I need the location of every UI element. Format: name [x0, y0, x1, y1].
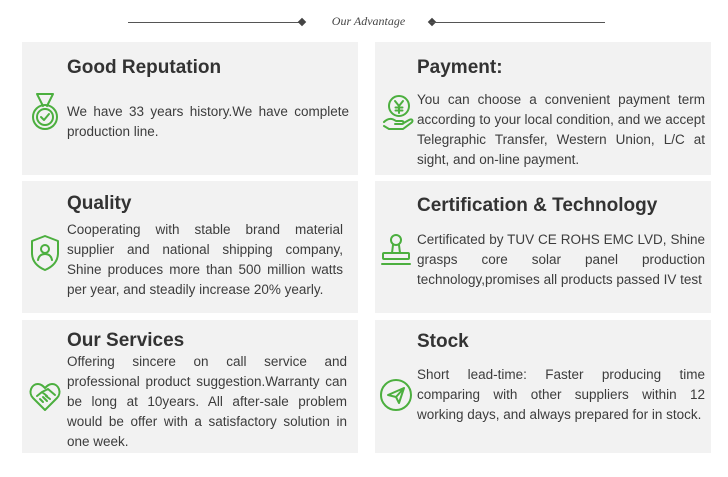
card-text: Short lead-time: Faster producing time comparing with other suppliers within 12 working days, and always prepared for in stock. — [417, 367, 705, 422]
advantage-card-reputation — [22, 42, 358, 175]
stamp-icon — [379, 231, 413, 271]
header-divider-left — [128, 22, 302, 23]
card-text: Cooperating with stable brand material supplier and national shipping company, Shine produces more than 500 million watts per year, and steadily increase 20% yearly. — [67, 222, 343, 297]
card-title: Quality — [67, 193, 132, 214]
card-title: Payment: — [417, 57, 503, 78]
advantage-card-quality — [22, 181, 358, 313]
card-title: Our Services — [67, 330, 185, 351]
advantage-card-payment — [375, 42, 711, 175]
card-text: Certificated by TUV CE ROHS EMC LVD, Shine grasps core solar panel production technology,promises all products passed IV test — [417, 232, 705, 287]
card-title: Stock — [417, 331, 469, 352]
advantage-card-stock — [375, 320, 711, 453]
advantage-card-certification — [375, 181, 711, 313]
medal-icon — [28, 92, 62, 132]
header-divider-right — [430, 22, 605, 23]
section-title: Our Advantage — [331, 14, 406, 28]
card-title: Good Reputation — [67, 57, 222, 78]
card-text: We have 33 years history.We have complete production line. — [67, 104, 349, 139]
yen-hand-icon — [381, 92, 415, 132]
header-diamond-left — [298, 18, 306, 26]
card-text: You can choose a convenient payment term according to your local condition, and we accept Telegraphic Transfer, Western Union, L/C at sight, and on-line payment. — [417, 92, 705, 167]
card-title: Certification & Technology — [417, 195, 658, 216]
card-text: Offering sincere on call service and professional product suggestion.Warranty can be long at 10years. All after-sale problem would be offer with a satisfactory solution in one week. — [67, 354, 347, 449]
advantage-card-services — [22, 320, 358, 453]
paper-plane-icon — [379, 375, 413, 415]
heart-handshake-icon — [28, 375, 62, 415]
shield-user-icon — [28, 233, 62, 273]
